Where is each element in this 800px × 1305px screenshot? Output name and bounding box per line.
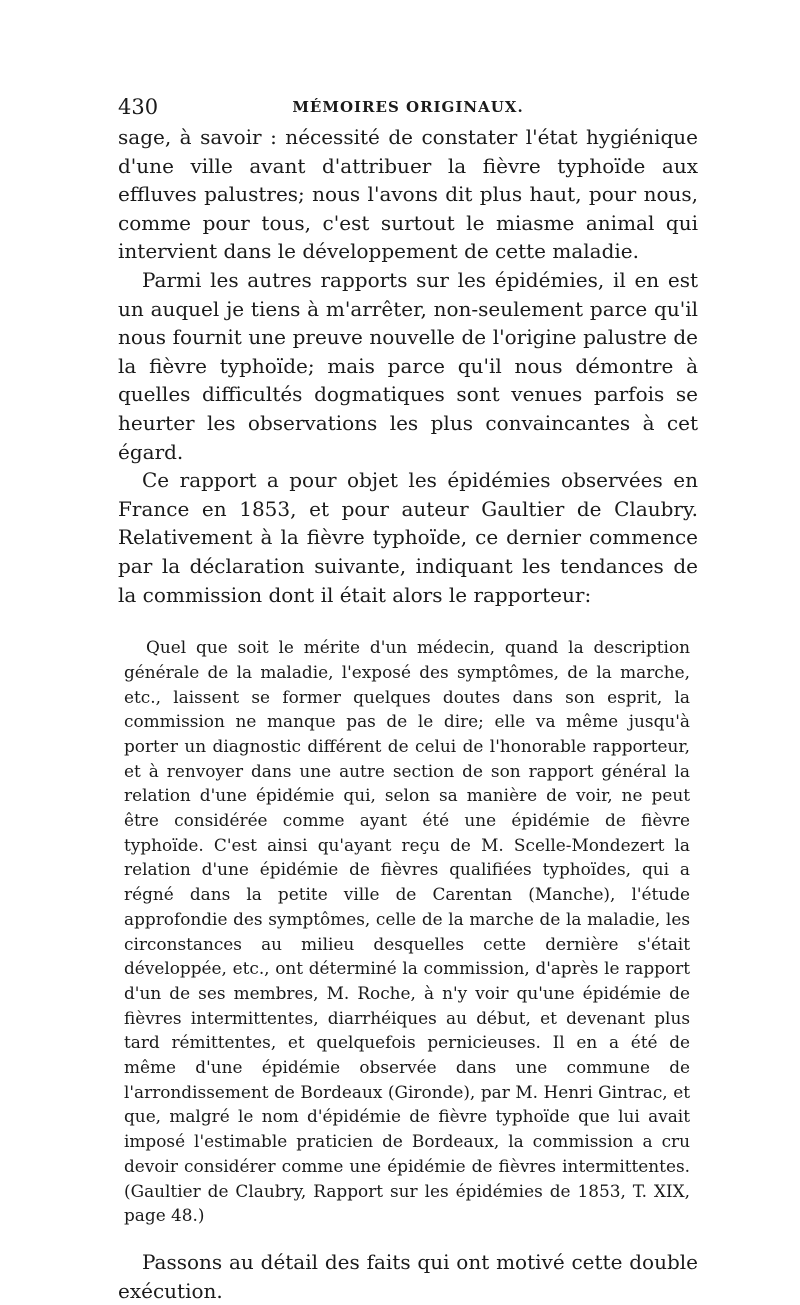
closing-text	[118, 1248, 698, 1305]
paragraph-other-reports: Parmi les autres rapports sur les épidémies, il en est un auquel je tiens à m'arrêter, non-seulement parce qu'il nous fournit une preuve nouvelle de l'origine palustre de la fièvre typhoïde; mais parce qu'il nous démontre à quelles difficultés dogmatiques sont venues parfois se heurter les observations les plus convaincantes à cet égard.	[118, 267, 698, 464]
document-page	[118, 95, 698, 1305]
page-number: 430	[118, 95, 159, 119]
block-quote-text: Quel que soit le mérite d'un médecin, quand la description générale de la maladie, l'exposé des symptômes, de la marche, etc., laissent se former quelques doutes dans son esprit, la commission ne manque pas de le dire; elle va même jusqu'à porter un diagnostic différent de celui de l'honorable rapporteur, et à renvoyer dans une autre section de son rapport général la relation d'une épidémie qui, selon sa manière de voir, ne peut être considérée comme ayant été une épidémie de fièvre typhoïde. C'est ainsi qu'ayant reçu de M. Scelle-Mondezert la relation d'une épidémie de fièvres qualifiées typhoïdes, qui a régné dans la petite ville de Carentan (Manche), l'étude approfondie des symptômes, celle de la marche de la maladie, les circonstances au milieu desquelles cette dernière s'était développée, etc., ont déterminé la commission, d'après le rapport d'un de ses membres, M. Roche, à n'y voir qu'une épidémie de fièvres intermittentes, diarrhéiques au début, et devenant plus tard rémittentes, et quelquefois pernicieuses. Il en a été de même d'une épidémie observée dans une commune de l'arrondissement de Bordeaux (Gironde), par M. Henri Gintrac, et que, malgré le nom d'épidémie de fièvre typhoïde que lui avait imposé l'estimable praticien de Bordeaux, la commission a cru devoir considérer comme une épidémie de fièvres intermittentes. (Gaultier de Claubry, Rapport sur les épidémies de 1853, T. XIX, page 48.)	[124, 637, 690, 1226]
running-title: MÉMOIRES ORIGINAUX.	[292, 98, 524, 116]
paragraph-continuation: sage, à savoir : nécessité de constater l'état hygiénique d'une ville avant d'attribuer la fièvre typhoïde aux effluves palustres; nous l'avons dit plus haut, pour nous, comme pour tous, c'est surtout le miasme animal qui intervient dans le développement de cette maladie.	[118, 125, 698, 264]
paragraph-report-1853: Ce rapport a pour objet les épidémies observées en France en 1853, et pour auteur Gaultier de Claubry. Relativement à la fièvre typhoïde, ce dernier commence par la déclaration suivante, indiquant les tendances de la commission dont il était alors le rapporteur:	[118, 468, 698, 607]
block-quote	[124, 635, 690, 1228]
running-header	[118, 95, 698, 123]
paragraph-closing: Passons au détail des faits qui ont motivé cette double exécution.	[118, 1249, 698, 1303]
main-text	[118, 123, 698, 609]
